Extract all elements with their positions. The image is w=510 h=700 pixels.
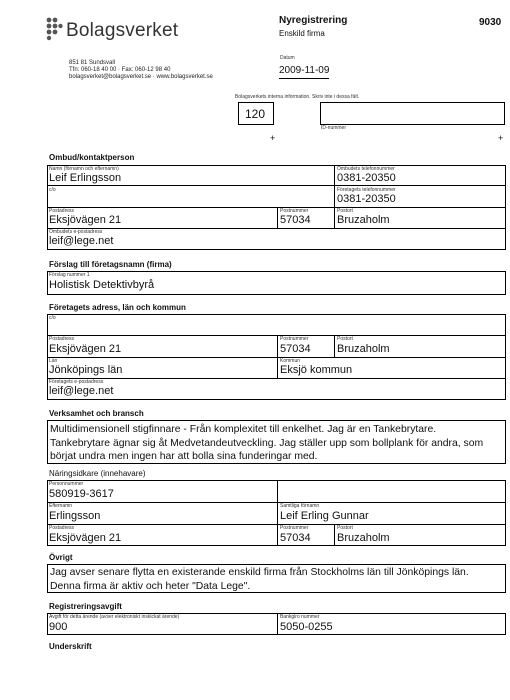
fornamn-value[interactable]: Leif Erling Gunnar <box>280 510 369 522</box>
adress-address-value[interactable]: Eksjövägen 21 <box>49 343 122 355</box>
section-verksamhet-heading: Verksamhet och bransch <box>49 409 144 418</box>
plus-mark-left: + <box>270 133 276 143</box>
brand-name: Bolagsverket <box>66 20 179 41</box>
section-avgift-heading: Registreringsavgift <box>49 602 122 611</box>
form-number: 9030 <box>479 17 502 28</box>
avgift-value[interactable]: 900 <box>49 621 68 633</box>
ombud-email-label: Ombudets e-postadress <box>49 229 103 235</box>
ombud-address-value[interactable]: Eksjövägen 21 <box>49 214 122 226</box>
section-ombud-heading: Ombud/kontaktperson <box>49 153 135 162</box>
efternamn-label: Efternamn <box>49 503 73 509</box>
company-phone-label: Företagets telefonnummer <box>337 187 396 193</box>
efternamn-value[interactable]: Erlingsson <box>49 510 101 522</box>
naringsidkare-postnr-label: Postnummer <box>280 525 309 531</box>
bolagsverket-logo-icon <box>45 16 63 42</box>
form-subtitle: Enskild firma <box>279 29 325 38</box>
pnr-value[interactable]: 580919-3617 <box>49 488 114 500</box>
avgift-label: Avgift för detta ärende (avser elektroniskt inskickat ärende) <box>49 614 180 620</box>
ombud-postnr-value[interactable]: 57034 <box>280 214 311 226</box>
ovrigt-line-2: Denna firma är aktiv och heter "Data Lege". <box>50 580 251 592</box>
section-firma-heading: Förslag till företagsnamn (firma) <box>49 260 172 269</box>
ombud-name-label: Namn (förnamn och efternamn) <box>49 166 119 172</box>
internal-box <box>238 102 274 125</box>
firma-value[interactable]: Holistisk Detektivbyrå <box>49 279 155 291</box>
ombud-postnr-label: Postnummer <box>280 208 309 214</box>
form-title: Nyregistrering <box>279 15 348 26</box>
naringsidkare-postort-label: Postort <box>337 525 353 531</box>
verksamhet-line-1: Multidimensionell stigfinnare - Från komplexitet till enkelhet. Jag är en Tankebrytare. <box>50 424 437 435</box>
plus-mark-right: + <box>498 133 504 143</box>
fornamn-label: Samtliga förnamn <box>280 503 320 509</box>
address-line-2: Tfn: 060-18 40 00 · Fax: 060-12 98 40 <box>69 67 171 73</box>
bankgiro-label: Bankgiro nummer <box>280 614 320 620</box>
date-value[interactable]: 2009-11-09 <box>279 65 330 76</box>
ovrigt-text <box>50 566 505 593</box>
ombud-name-value[interactable]: Leif Erlingsson <box>49 172 122 184</box>
verksamhet-line-3: börjat undra men ingen har att bolla sina funderingar med. <box>50 451 318 462</box>
adress-postort-value[interactable]: Bruzaholm <box>337 343 390 355</box>
address-line-3: bolagsverket@bolagsverket.se · www.bolagsverket.se <box>69 74 213 80</box>
company-phone-value[interactable]: 0381-20350 <box>337 193 396 205</box>
bankgiro-value[interactable]: 5050-0255 <box>280 621 333 633</box>
naringsidkare-address-label: Postadress <box>49 525 75 531</box>
adress-postnr-label: Postnummer <box>280 336 309 342</box>
adress-email-label: Företagets e-postadress <box>49 379 104 385</box>
ombud-phone-value[interactable]: 0381-20350 <box>337 172 396 184</box>
id-number-field <box>320 102 505 125</box>
adress-email-value[interactable]: leif@lege.net <box>49 385 114 397</box>
adress-lan-label: Län <box>49 358 58 364</box>
ombud-postort-label: Postort <box>337 208 353 214</box>
internal-note: Bolagsverkets interna information. Skriv inte i dessa fält. <box>235 94 360 100</box>
ombud-phone-label: Ombudets telefonnummer <box>337 166 395 172</box>
section-naringsidkare-heading: Näringsidkare (innehavare) <box>49 469 146 478</box>
verksamhet-line-2: Tankebrytare ägnar sig åt Medvetandeutveckling. Jag ställer upp som bollplank för andra, som <box>50 437 484 449</box>
address-line-1: 851 81 Sundsvall <box>69 60 116 66</box>
section-ovrigt-heading: Övrigt <box>49 553 73 562</box>
ovrigt-line-1: Jag avser senare flytta en existerande enskild firma från Stockholms län till Jönköpings län. <box>50 567 469 578</box>
ombud-email-value[interactable]: leif@lege.net <box>49 235 114 247</box>
adress-kommun-label: Kommun <box>280 358 301 364</box>
ombud-co-label: c/o <box>49 187 56 193</box>
date-label: Datum <box>280 55 295 61</box>
naringsidkare-address-value[interactable]: Eksjövägen 21 <box>49 532 122 544</box>
adress-lan-value[interactable]: Jönköpings län <box>49 364 123 376</box>
pnr-label: Personnummer <box>49 481 84 487</box>
verksamhet-text <box>50 423 505 464</box>
adress-postnr-value[interactable]: 57034 <box>280 343 311 355</box>
internal-value: 120 <box>245 107 266 121</box>
naringsidkare-postnr-value[interactable]: 57034 <box>280 532 311 544</box>
section-underskrift-heading: Underskrift <box>49 642 92 651</box>
verksamhet-field[interactable] <box>47 420 506 464</box>
ombud-address-label: Postadress <box>49 208 75 214</box>
firma-label: Förslag nummer 1 <box>49 272 90 278</box>
adress-kommun-value[interactable]: Eksjö kommun <box>280 364 353 376</box>
adress-co-label: c/o <box>49 315 56 321</box>
adress-address-label: Postadress <box>49 336 75 342</box>
section-adress-heading: Företagets adress, län och kommun <box>49 303 186 312</box>
ombud-postort-value[interactable]: Bruzaholm <box>337 214 390 226</box>
adress-postort-label: Postort <box>337 336 353 342</box>
ovrigt-field[interactable] <box>47 564 506 593</box>
naringsidkare-postort-value[interactable]: Bruzaholm <box>337 532 390 544</box>
id-number-label: ID-nummer <box>321 125 347 131</box>
